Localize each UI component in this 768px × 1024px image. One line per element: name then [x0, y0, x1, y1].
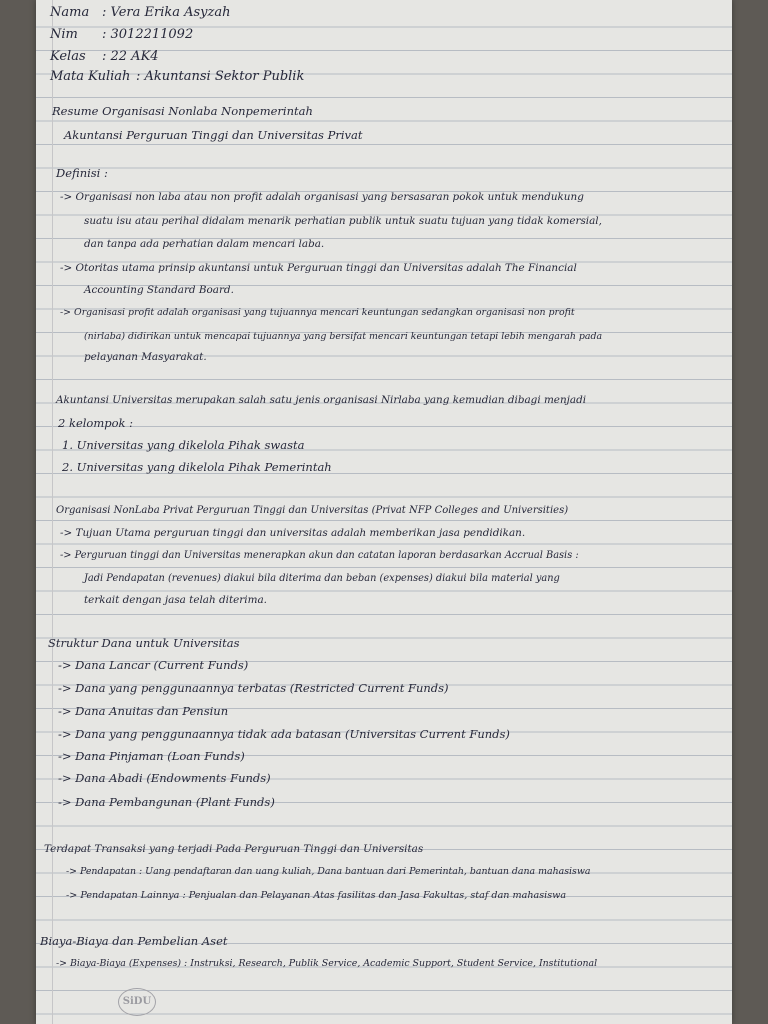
definisi-heading: Definisi :	[56, 166, 108, 180]
akuntansi-univ-line2: 2 kelompok :	[58, 416, 134, 430]
definisi-p3-line1: -> Organisasi profit adalah organisasi yang tujuannya mencari keuntungan sedangkan organisasi non profit	[60, 307, 575, 318]
univ-item-2: 2. Universitas yang dikelola Pihak Pemerintah	[62, 460, 332, 474]
matkul-value: : Akuntansi Sektor Publik	[136, 69, 305, 84]
definisi-p2-line1: -> Otoritas utama prinsip akuntansi untuk Perguruan tinggi dan Universitas adalah The Financial	[60, 262, 577, 274]
matkul-label: Mata Kuliah	[50, 69, 131, 84]
transaksi-item-2: -> Pendapatan Lainnya : Penjualan dan Pelayanan Atas fasilitas dan Jasa Fakultas, staf dan mahasiswa	[66, 890, 567, 901]
struktur-heading: Struktur Dana untuk Universitas	[48, 636, 240, 650]
struktur-item-1: -> Dana Lancar (Current Funds)	[58, 658, 249, 672]
nim-value: : 3012211092	[102, 27, 194, 42]
notebook-page	[36, 0, 732, 1024]
nfp-bullet-2-line1: -> Perguruan tinggi dan Universitas menerapkan akun dan catatan laporan berdasarkan Accrual Basis :	[60, 550, 579, 561]
definisi-p1-line1: -> Organisasi non laba atau non profit adalah organisasi yang bersasaran pokok untuk mendukung	[60, 191, 584, 203]
univ-item-1: 1. Universitas yang dikelola Pihak swasta	[62, 438, 305, 452]
nfp-heading: Organisasi NonLaba Privat Perguruan Tinggi dan Universitas (Privat NFP Colleges and Universities)	[56, 505, 569, 516]
kelas-value: : 22 AK4	[102, 49, 159, 64]
definisi-p1-line2: suatu isu atau perihal didalam menarik perhatian publik untuk suatu tujuan yang tidak komersial,	[84, 215, 602, 227]
resume-subtitle: Akuntansi Perguruan Tinggi dan Universitas Privat	[64, 128, 363, 142]
akuntansi-univ-line1: Akuntansi Universitas merupakan salah satu jenis organisasi Nirlaba yang kemudian dibagi menjadi	[56, 394, 587, 406]
watermark-logo: SiDU	[118, 988, 156, 1016]
transaksi-heading: Terdapat Transaksi yang terjadi Pada Perguruan Tinggi dan Universitas	[44, 843, 424, 855]
resume-title: Resume Organisasi Nonlaba Nonpemerintah	[52, 104, 313, 118]
nfp-bullet-1: -> Tujuan Utama perguruan tinggi dan universitas adalah memberikan jasa pendidikan.	[60, 527, 526, 539]
struktur-item-7: -> Dana Pembangunan (Plant Funds)	[58, 795, 275, 809]
biaya-item-1: -> Biaya-Biaya (Expenses) : Instruksi, Research, Publik Service, Academic Support, Student Service, Institutional	[56, 958, 598, 969]
biaya-heading: Biaya-Biaya dan Pembelian Aset	[40, 934, 228, 948]
definisi-p3-line2: (nirlaba) didirikan untuk mencapai tujuannya yang bersifat mencari keuntungan tetapi lebih mengarah pada	[84, 331, 603, 342]
struktur-item-3: -> Dana Anuitas dan Pensiun	[58, 704, 229, 718]
nfp-bullet-2-line3: terkait dengan jasa telah diterima.	[84, 594, 267, 606]
struktur-item-4: -> Dana yang penggunaannya tidak ada batasan (Universitas Current Funds)	[58, 727, 510, 741]
definisi-p3-line3: pelayanan Masyarakat.	[84, 351, 207, 363]
nama-value: : Vera Erika Asyzah	[102, 5, 231, 20]
transaksi-item-1: -> Pendapatan : Uang pendaftaran dan uang kuliah, Dana bantuan dari Pemerintah, bantuan dana mahasiswa	[66, 866, 591, 877]
struktur-item-6: -> Dana Abadi (Endowments Funds)	[58, 771, 271, 785]
definisi-p2-line2: Accounting Standard Board.	[84, 284, 234, 296]
struktur-item-2: -> Dana yang penggunaannya terbatas (Restricted Current Funds)	[58, 681, 449, 695]
margin-line	[52, 0, 53, 1024]
definisi-p1-line3: dan tanpa ada perhatian dalam mencari laba.	[84, 238, 325, 250]
kelas-label: Kelas	[50, 49, 86, 64]
struktur-item-5: -> Dana Pinjaman (Loan Funds)	[58, 749, 245, 763]
nama-label: Nama	[50, 5, 90, 20]
nim-label: Nim	[50, 27, 78, 42]
nfp-bullet-2-line2: Jadi Pendapatan (revenues) diakui bila diterima dan beban (expenses) diakui bila material yang	[84, 573, 560, 584]
